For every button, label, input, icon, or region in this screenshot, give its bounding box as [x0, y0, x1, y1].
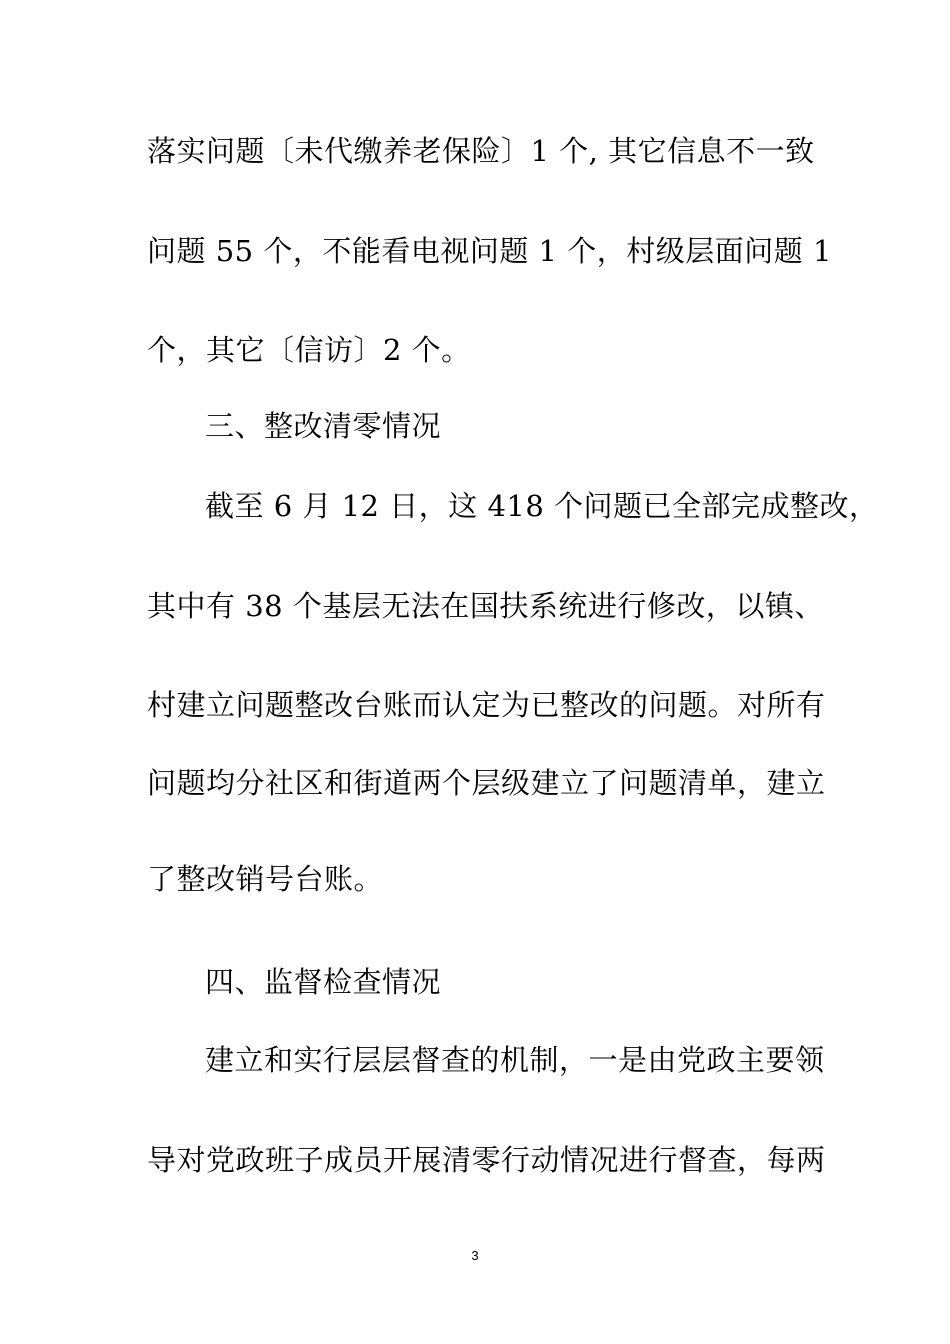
section-heading: 三、整改清零情况 — [205, 409, 442, 443]
section-heading: 四、监督检查情况 — [205, 965, 442, 999]
paragraph-line: 建立和实行层层督查的机制，一是由党政主要领 — [205, 1043, 825, 1077]
paragraph-line: 了整改销号台账。 — [147, 862, 384, 896]
paragraph-line: 村建立问题整改台账而认定为已整改的问题。对所有 — [147, 688, 826, 722]
page-number: 3 — [471, 1248, 479, 1263]
paragraph-line: 问题 55 个，不能看电视问题 1 个，村级层面问题 1 — [147, 234, 832, 268]
paragraph-line: 其中有 38 个基层无法在国扶系统进行修改，以镇、 — [147, 589, 824, 623]
paragraph-line: 截至 6 月 12 日，这 418 个问题已全部完成整改， — [205, 489, 879, 523]
paragraph-line: 问题均分社区和街道两个层级建立了问题清单，建立 — [147, 766, 826, 800]
paragraph-line: 个，其它〔信访〕2 个。 — [147, 333, 471, 367]
paragraph-line: 导对党政班子成员开展清零行动情况进行督查，每两 — [147, 1143, 826, 1177]
paragraph-line: 落实问题〔未代缴养老保险〕1 个, 其它信息不一致 — [147, 134, 815, 168]
